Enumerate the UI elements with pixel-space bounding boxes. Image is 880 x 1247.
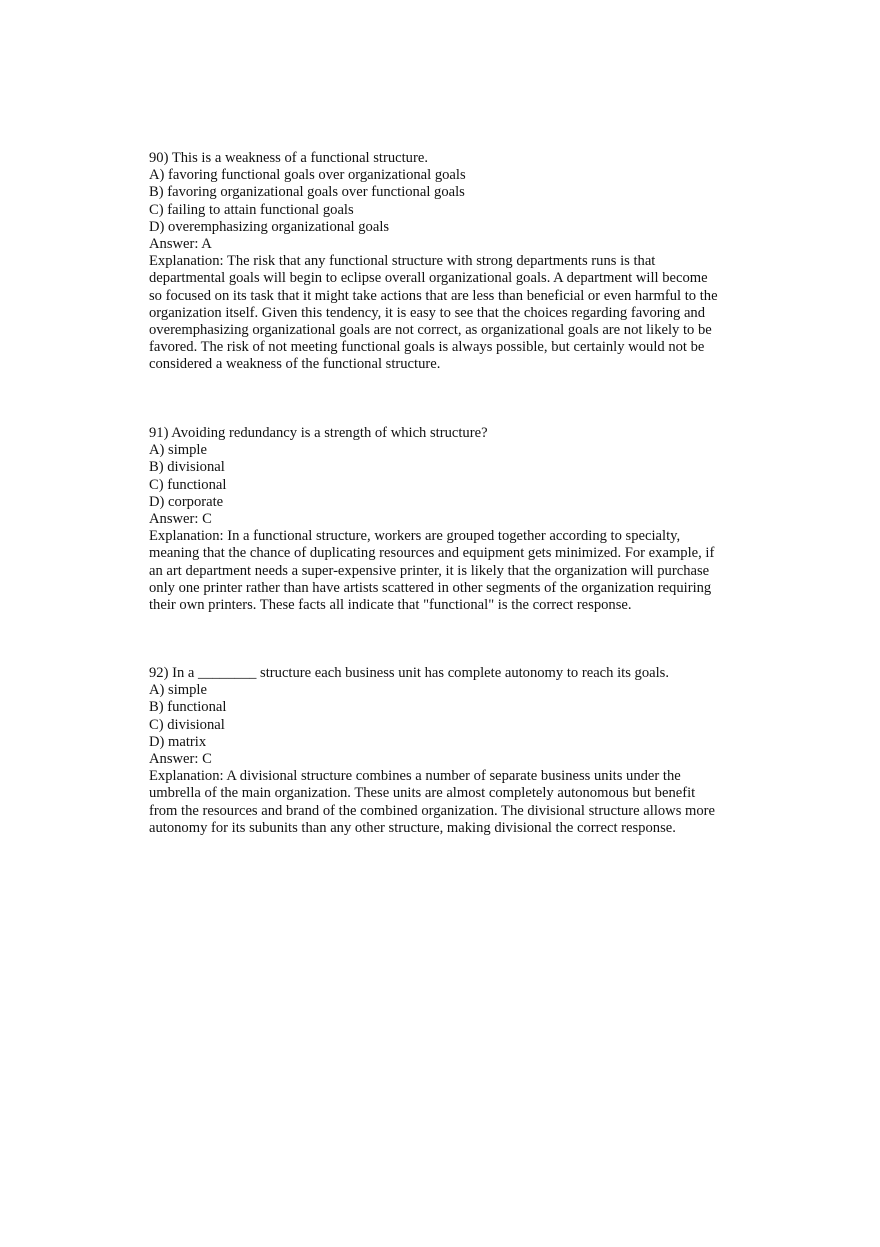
answer-option: C) failing to attain functional goals	[149, 201, 354, 218]
explanation-line: Explanation: In a functional structure, workers are grouped together according to specialty,	[149, 528, 681, 545]
explanation	[149, 253, 737, 373]
explanation-line: meaning that the chance of duplicating resources and equipment gets minimized. For example, if	[149, 545, 715, 562]
explanation-line: favored. The risk of not meeting functional goals is always possible, but certainly would not be	[149, 339, 705, 356]
explanation-line: so focused on its task that it might take actions that are less than beneficial or even harmful to the	[149, 287, 718, 304]
answer-option: A) simple	[149, 442, 207, 459]
explanation-line: from the resources and brand of the combined organization. The divisional structure allows more	[149, 802, 716, 819]
answer-option: C) functional	[149, 476, 227, 493]
answer-option: B) divisional	[149, 459, 225, 476]
answer-option: A) simple	[149, 682, 207, 699]
explanation	[149, 768, 737, 837]
answer-key: Answer: A	[149, 236, 212, 253]
answer-option: D) matrix	[149, 733, 207, 750]
answer-option: B) favoring organizational goals over functional goals	[149, 184, 465, 201]
question-stem: 91) Avoiding redundancy is a strength of which structure?	[149, 425, 488, 441]
explanation-line: autonomy for its subunits than any other structure, making divisional the correct response.	[149, 819, 676, 836]
explanation-line: an art department needs a super-expensive printer, it is likely that the organization will purchase	[149, 562, 710, 579]
question-block	[149, 665, 749, 837]
explanation-line: considered a weakness of the functional structure.	[149, 356, 441, 373]
explanation-line: departmental goals will begin to eclipse overall organizational goals. A department will become	[149, 270, 708, 287]
explanation-line: Explanation: A divisional structure combines a number of separate business units under the	[149, 768, 681, 785]
answer-option: D) overemphasizing organizational goals	[149, 218, 390, 235]
explanation-line: umbrella of the main organization. These units are almost completely autonomous but benefit	[149, 785, 696, 802]
explanation-line: organization itself. Given this tendency, it is easy to see that the choices regarding favoring and	[149, 304, 706, 321]
answer-option: A) favoring functional goals over organizational goals	[149, 167, 466, 184]
explanation-line: their own printers. These facts all indicate that "functional" is the correct response.	[149, 597, 632, 614]
explanation-line: Explanation: The risk that any functional structure with strong departments runs is that	[149, 253, 656, 270]
explanation-line: overemphasizing organizational goals are not correct, as organizational goals are not likely to be	[149, 322, 712, 339]
question-stem: 92) In a ________ structure each business unit has complete autonomy to reach its goals.	[149, 665, 669, 681]
answer-key: Answer: C	[149, 751, 212, 768]
explanation-line: only one printer rather than have artists scattered in other segments of the organization requiring	[149, 579, 712, 596]
answer-option: B) functional	[149, 699, 227, 716]
answer-option: C) divisional	[149, 716, 225, 733]
explanation	[149, 528, 737, 614]
question-block	[149, 150, 749, 374]
answer-key: Answer: C	[149, 511, 212, 528]
answer-option: D) corporate	[149, 493, 224, 510]
question-block	[149, 425, 749, 614]
question-stem: 90) This is a weakness of a functional structure.	[149, 150, 428, 166]
